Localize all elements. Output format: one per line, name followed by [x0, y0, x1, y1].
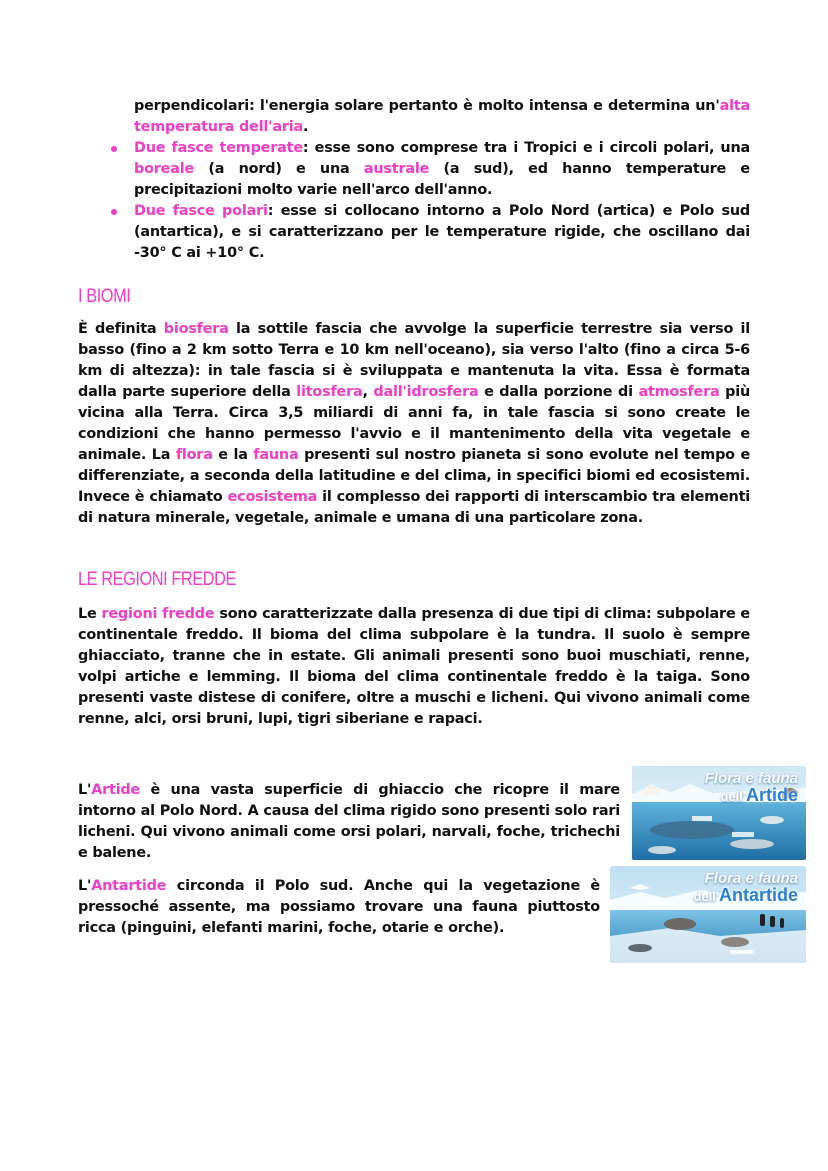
paragraph-artide	[78, 780, 620, 864]
text-run: L'	[78, 878, 92, 894]
highlight-term: fauna	[253, 447, 299, 463]
text-run: e la	[212, 447, 254, 463]
text-run: è una vasta superficie di ghiaccio che ricopre il mare intorno al Polo Nord. A causa del clima rigido sono presenti solo rari licheni. Qui vivono animali come orsi polari, narvali, foche, trichechi e balene.	[78, 782, 620, 861]
text-run: (a nord) e una	[194, 161, 364, 177]
temperate-zones-bullet	[108, 138, 750, 201]
artide-poster-image	[632, 766, 806, 860]
highlight-term: alta temperatura dell'aria	[134, 98, 750, 135]
highlight-term: flora	[175, 447, 213, 463]
antartide-poster-title	[693, 870, 798, 905]
text-run: più vicina alla Terra. Circa 3,5 miliardi di anni fa, in tale fascia si sono create le condizioni che hanno permesso l'avvio e il mantenimento della vita vegetale e animale. La	[78, 384, 751, 463]
text-run: circonda il Polo sud. Anche qui la vegetazione è pressoché assente, ma possiamo trovare una fauna piuttosto ricca (pinguini, elefanti marini, foche, otarie e orche).	[78, 878, 600, 936]
poster-title-line: Flora e fauna	[704, 870, 798, 887]
heading-regioni-fredde: LE REGIONI FREDDE	[78, 569, 236, 590]
text-run: : esse sono comprese tra i Tropici e i circoli polari, una	[302, 140, 750, 156]
highlight-term: litosfera	[296, 384, 363, 400]
poster-title-name	[693, 887, 798, 905]
text-run: Le	[78, 606, 102, 622]
highlight-term: Due fasce polari	[134, 203, 268, 219]
climate-zones-list	[108, 96, 750, 264]
poster-title-region: Artide	[745, 785, 798, 805]
poster-title-prefix: dell'	[693, 889, 719, 904]
text-run: la sottile fascia che avvolge la superficie terrestre sia verso il basso (fino a 2 km sotto Terra e 10 km nell'oceano), sia verso l'alto (fino a circa 5-6 km di altezza): in tale fascia si è sviluppata e mantenuta la vita. Essa è formata dalla parte superiore della	[78, 321, 750, 400]
text-run: perpendicolari: l'energia solare pertanto è molto intensa e determina	[134, 98, 690, 114]
text-run: (a sud), ed hanno temperature e precipitazioni molto varie nell'arco dell'anno.	[134, 161, 750, 198]
highlight-term: Due fasce temperate	[134, 140, 303, 156]
heading-biomi: I BIOMI	[78, 286, 131, 307]
paragraph-regioni-fredde	[78, 604, 750, 730]
text-run: sono caratterizzate dalla presenza di due tipi di clima: subpolare e continentale freddo. Il bioma del clima subpolare è la tundra. Il suolo è sempre ghiacciato, tranne che in estate. Gli animali presenti sono buoi muschiati, renne, volpi artiche e lemming. Il bioma del clima continentale freddo è la taiga. Sono presenti vaste distese di conifere, oltre a muschi e licheni. Qui vivono animali come renne, alci, orsi bruni, lupi, tigri siberiane e rapaci.	[78, 606, 750, 727]
highlight-term: Artide	[91, 782, 141, 798]
text-run: È definita	[78, 321, 164, 337]
highlight-term: Antartide	[91, 878, 167, 894]
text-run: L'	[78, 782, 92, 798]
text-run: : esse si collocano intorno a Polo Nord (artica) e Polo sud (antartica), e si caratterizzano per le temperature rigide, che oscillano dai -30° C ai +10° C.	[134, 203, 750, 261]
highlight-term: dall'idrosfera	[373, 384, 479, 400]
highlight-term: boreale	[134, 161, 195, 177]
highlight-term: ecosistema	[227, 489, 318, 505]
text-run: il complesso dei rapporti di interscambio tra elementi di natura minerale, vegetale, animale e umana di una particolare zona.	[78, 489, 750, 526]
poster-title-prefix: dell'	[720, 789, 746, 804]
text-run: presenti sul nostro pianeta si sono evolute nel tempo e differenziate, a seconda della latitudine e del clima, in specifici biomi ed ecosistemi. Invece è chiamato	[78, 447, 751, 505]
highlight-term: atmosfera	[638, 384, 720, 400]
antartide-poster-image	[610, 866, 806, 963]
artide-poster-title	[705, 770, 798, 805]
highlight-term: regioni fredde	[101, 606, 215, 622]
highlight-term: biosfera	[163, 321, 229, 337]
poster-title-region: Antartide	[718, 885, 798, 905]
polar-zones-bullet	[108, 201, 750, 264]
paragraph-antartide	[78, 876, 600, 939]
text-run: .	[303, 119, 309, 135]
highlight-term: australe	[363, 161, 430, 177]
text-run: ,	[362, 384, 374, 400]
text-run: un'	[695, 98, 720, 114]
poster-title-name	[705, 787, 798, 805]
tropical-zone-continuation	[108, 96, 750, 138]
paragraph-biomi	[78, 319, 750, 529]
text-run: e dalla porzione di	[478, 384, 639, 400]
poster-title-line: Flora e fauna	[704, 770, 798, 787]
